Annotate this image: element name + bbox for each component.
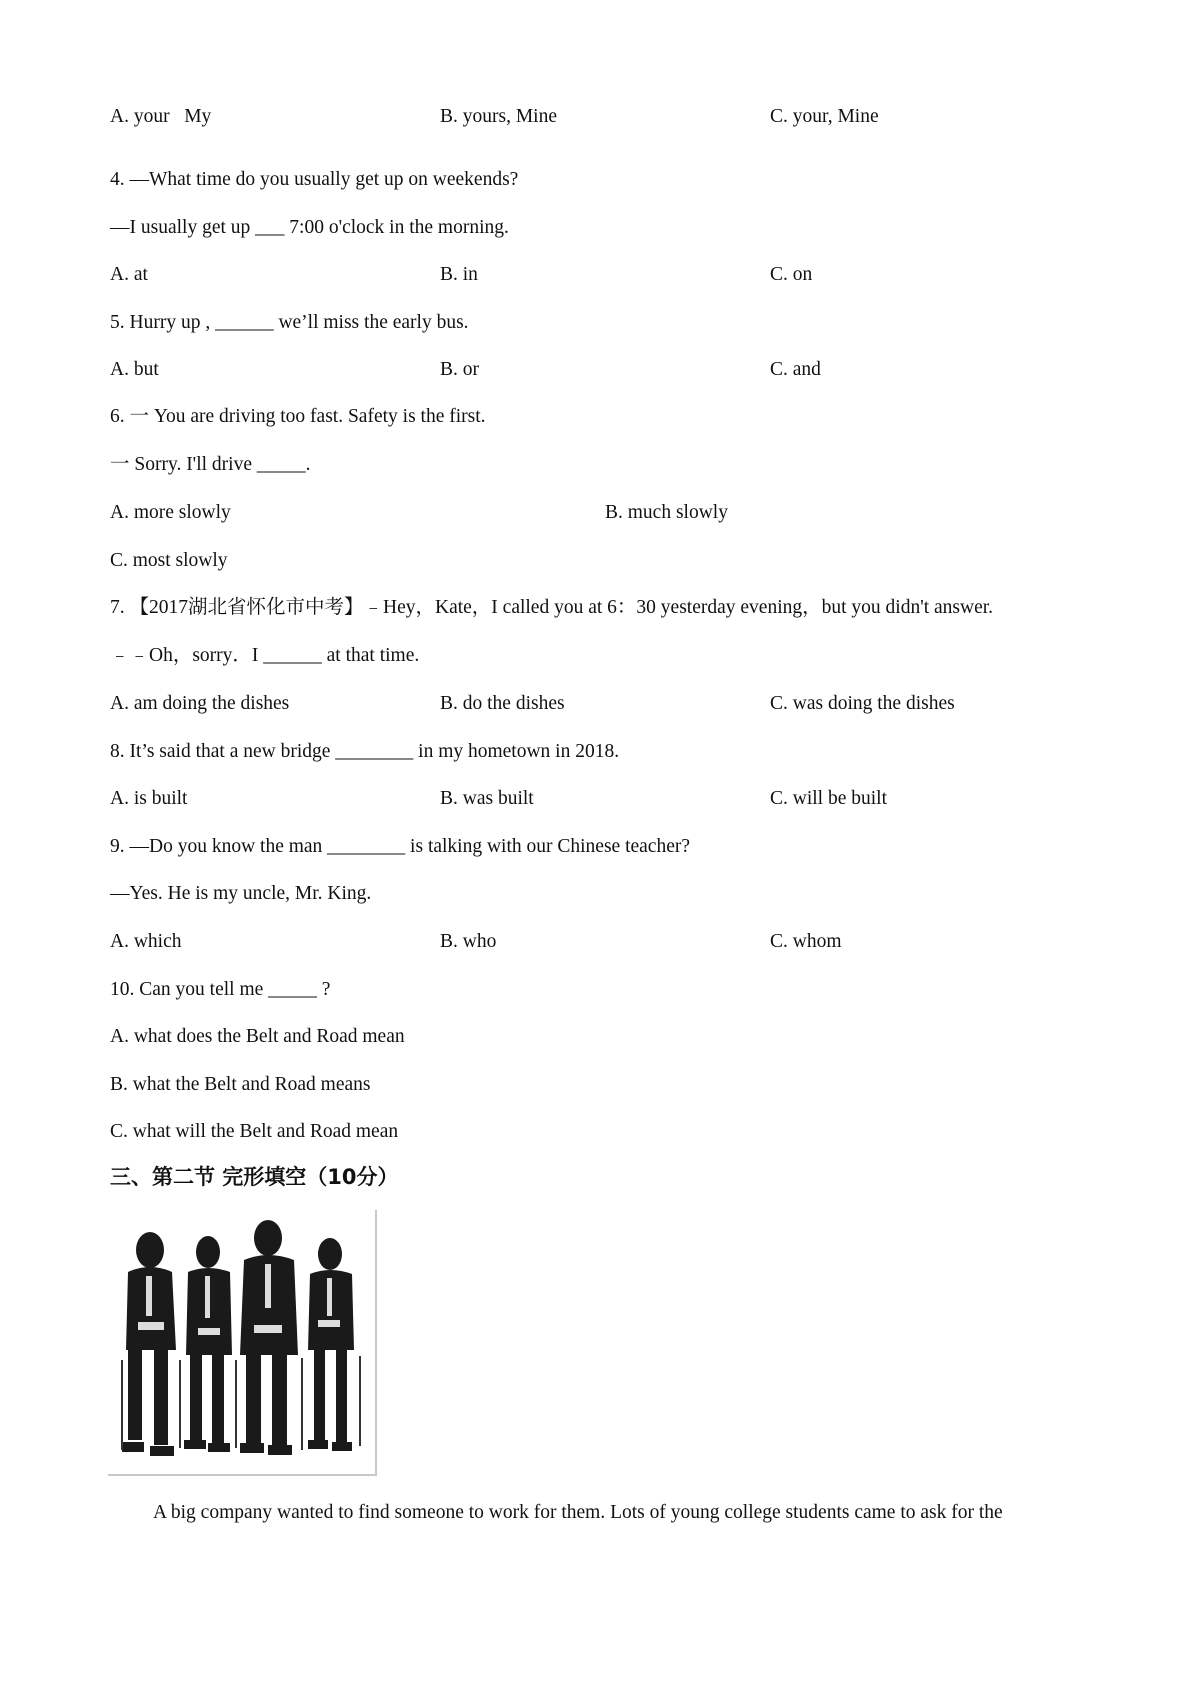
q10-option-b: B. what the Belt and Road means (110, 1074, 371, 1095)
q5-question: 5. Hurry up , ______ we’ll miss the early bus. (110, 312, 469, 333)
q4-option-b: B. in (440, 264, 478, 285)
q6-question: 6. 一 You are driving too fast. Safety is the first. (110, 406, 486, 427)
q3-option-c: C. your, Mine (770, 106, 879, 127)
q5-option-b: B. or (440, 359, 479, 380)
q6-option-b: B. much slowly (605, 502, 728, 523)
q4-question: 4. —What time do you usually get up on weekends? (110, 169, 519, 190)
section-heading: 三、第二节 完形填空（10分） (110, 1165, 399, 1189)
q7-option-c: C. was doing the dishes (770, 693, 955, 714)
q8-question: 8. It’s said that a new bridge ________ in my hometown in 2018. (110, 741, 620, 762)
q7-option-b: B. do the dishes (440, 693, 565, 714)
q3-option-b: B. yours, Mine (440, 106, 557, 127)
q7-option-a: A. am doing the dishes (110, 693, 290, 714)
q5-option-a: A. but (110, 359, 159, 380)
q10-question: 10. Can you tell me _____ ? (110, 979, 331, 1000)
q6-option-a: A. more slowly (110, 502, 231, 523)
q5-options (110, 357, 1160, 383)
q7-options (110, 691, 1160, 717)
passage-paragraph: A big company wanted to find someone to work for them. Lots of young college students came to ask for the (153, 1502, 1003, 1523)
q6-answer-line: 一 Sorry. I'll drive _____. (110, 454, 311, 475)
q4-option-a: A. at (110, 264, 148, 285)
q9-answer-line: —Yes. He is my uncle, Mr. King. (110, 883, 372, 904)
q6-options-row1 (110, 500, 1160, 526)
q3-option-a: A. your My (110, 106, 212, 127)
q7-answer-line: ﹣﹣Oh，sorry．I ______ at that time. (110, 645, 420, 666)
q4-option-c: C. on (770, 264, 813, 285)
q9-question: 9. —Do you know the man ________ is talking with our Chinese teacher? (110, 836, 691, 857)
q9-option-a: A. which (110, 931, 182, 952)
q3-options (110, 104, 1160, 130)
q8-options (110, 786, 1160, 812)
q9-options (110, 929, 1160, 955)
q8-option-c: C. will be built (770, 788, 887, 809)
q5-option-c: C. and (770, 359, 821, 380)
q7-question: 7. 【2017湖北省怀化市中考】﹣Hey，Kate，I called you at 6：30 yesterday evening，but you didn't answer. (110, 597, 994, 618)
q9-option-b: B. who (440, 931, 497, 952)
seated-people-illustration (108, 1210, 375, 1474)
q10-option-c: C. what will the Belt and Road mean (110, 1121, 399, 1142)
q10-option-a: A. what does the Belt and Road mean (110, 1026, 405, 1047)
q6-option-c: C. most slowly (110, 550, 228, 571)
q8-option-b: B. was built (440, 788, 534, 809)
q9-option-c: C. whom (770, 931, 842, 952)
q8-option-a: A. is built (110, 788, 188, 809)
q4-options (110, 262, 1160, 288)
q4-answer-line: —I usually get up ___ 7:00 o'clock in the morning. (110, 217, 509, 238)
candidates-photo (108, 1210, 377, 1476)
